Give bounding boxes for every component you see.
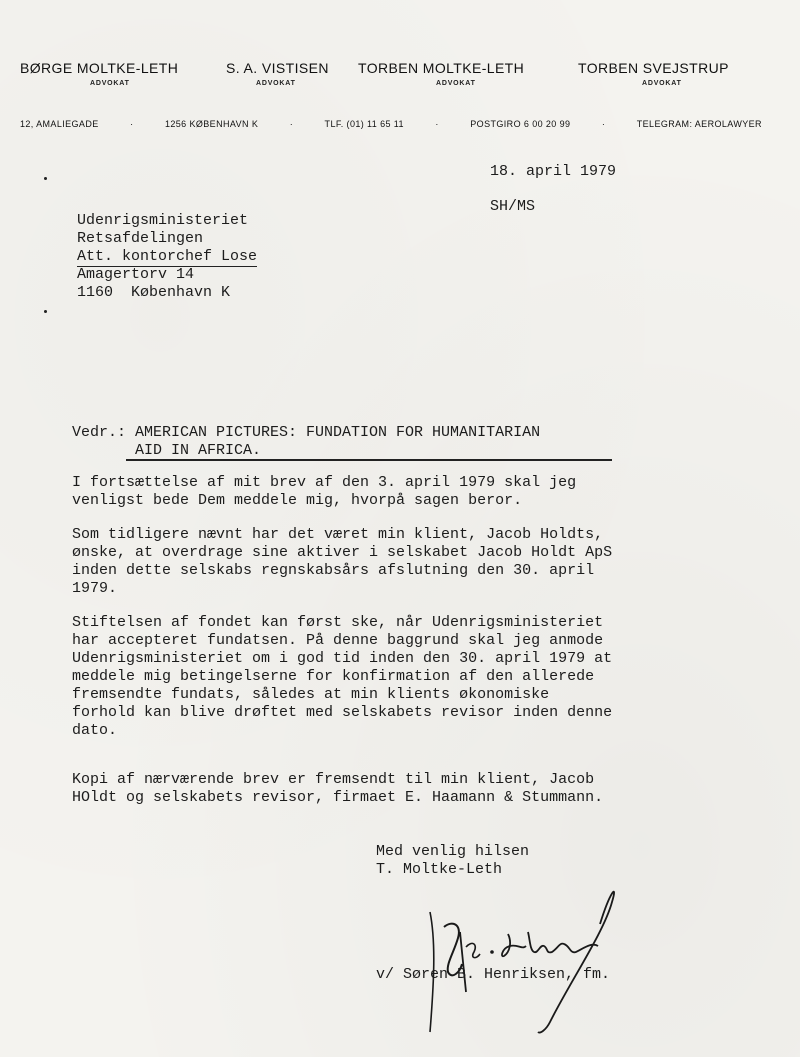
fold-mark <box>44 177 47 180</box>
letterhead-city: 1256 KØBENHAVN K <box>164 119 259 129</box>
body-paragraph-4-line: HOldt og selskabets revisor, firmaet E. Haamann & Stummann. <box>72 789 604 806</box>
handwritten-signature <box>400 872 640 1042</box>
letterhead-partner-name: TORBEN MOLTKE-LETH <box>358 60 525 76</box>
body-paragraph-3-line: Udenrigsministeriet om i god tid inden den 30. april 1979 at <box>72 650 613 667</box>
recipient-department: Retsafdelingen <box>77 230 204 247</box>
body-paragraph-2-line: Som tidligere nævnt har det været min klient, Jacob Holdts, <box>72 526 604 543</box>
body-paragraph-4-line: Kopi af nærværende brev er fremsendt til min klient, Jacob <box>72 771 595 788</box>
letterhead-postgiro: POSTGIRO 6 00 20 99 <box>470 119 571 129</box>
letter-date: 18. april 1979 <box>490 163 617 180</box>
body-paragraph-3-line: Stiftelsen af fondet kan først ske, når Udenrigsministeriet <box>72 614 604 631</box>
letterhead-partner-title: ADVOKAT <box>256 80 296 87</box>
body-paragraph-1-line: venligst bede Dem meddele mig, hvorpå sagen beror. <box>72 492 523 509</box>
fold-mark <box>44 310 47 313</box>
reverse-side-bleed <box>610 857 640 866</box>
letterhead-partner-name: BØRGE MOLTKE-LETH <box>20 60 179 76</box>
letterhead-separator: · <box>601 119 606 129</box>
body-paragraph-2-line: inden dette selskabs regnskabsårs afslutning den 30. april <box>72 562 595 579</box>
recipient-attention: Att. kontorchef Lose <box>77 248 258 265</box>
letterhead-partner-name: TORBEN SVEJSTRUP <box>578 60 729 76</box>
subject-line-continued: AID IN AFRICA. <box>72 442 262 459</box>
letterhead-address: 12, AMALIEGADE <box>20 119 99 129</box>
recipient-street: Amagertorv 14 <box>77 266 195 283</box>
letterhead-separator: · <box>435 119 439 129</box>
letterhead-separator: · <box>289 119 294 129</box>
subject-line: Vedr.: AMERICAN PICTURES: FUNDATION FOR HUMANITARIAN <box>72 424 541 441</box>
body-paragraph-3-line: meddele mig betingelserne for konfirmation af den allerede <box>72 668 595 685</box>
body-paragraph-1-line: I fortsættelse af mit brev af den 3. april 1979 skal jeg <box>72 474 577 491</box>
subject-underline <box>126 459 612 461</box>
closing-signatory: v/ Søren B. Henriksen, fm. <box>376 966 611 983</box>
body-paragraph-3-line: dato. <box>72 722 118 739</box>
closing-greeting: Med venlig hilsen <box>376 843 530 860</box>
letterhead-partner-title: ADVOKAT <box>642 80 682 87</box>
letterhead-partner-title: ADVOKAT <box>436 80 476 87</box>
letterhead-contact-line <box>20 119 762 129</box>
recipient-name: Udenrigsministeriet <box>77 212 249 229</box>
letterhead-telegram: TELEGRAM: AEROLAWYER <box>636 119 762 129</box>
body-paragraph-2-line: 1979. <box>72 580 118 597</box>
letterhead-phone: TLF. (01) 11 65 11 <box>324 119 404 129</box>
body-paragraph-2-line: ønske, at overdrage sine aktiver i selskabet Jacob Holdt ApS <box>72 544 613 561</box>
recipient-city: 1160 København K <box>77 284 231 301</box>
letterhead-separator: · <box>130 119 134 129</box>
letterhead-partner-name: S. A. VISTISEN <box>226 60 329 76</box>
body-paragraph-3-line: fremsendte fundats, således at min klients økonomiske <box>72 686 550 703</box>
body-paragraph-3-line: forhold kan blive drøftet med selskabets revisor inden denne <box>72 704 613 721</box>
closing-firm: T. Moltke-Leth <box>376 861 503 878</box>
letterhead-partner-title: ADVOKAT <box>90 80 130 87</box>
letter-reference: SH/MS <box>490 198 536 215</box>
body-paragraph-3-line: har accepteret fundatsen. På denne baggrund skal jeg anmode <box>72 632 604 649</box>
